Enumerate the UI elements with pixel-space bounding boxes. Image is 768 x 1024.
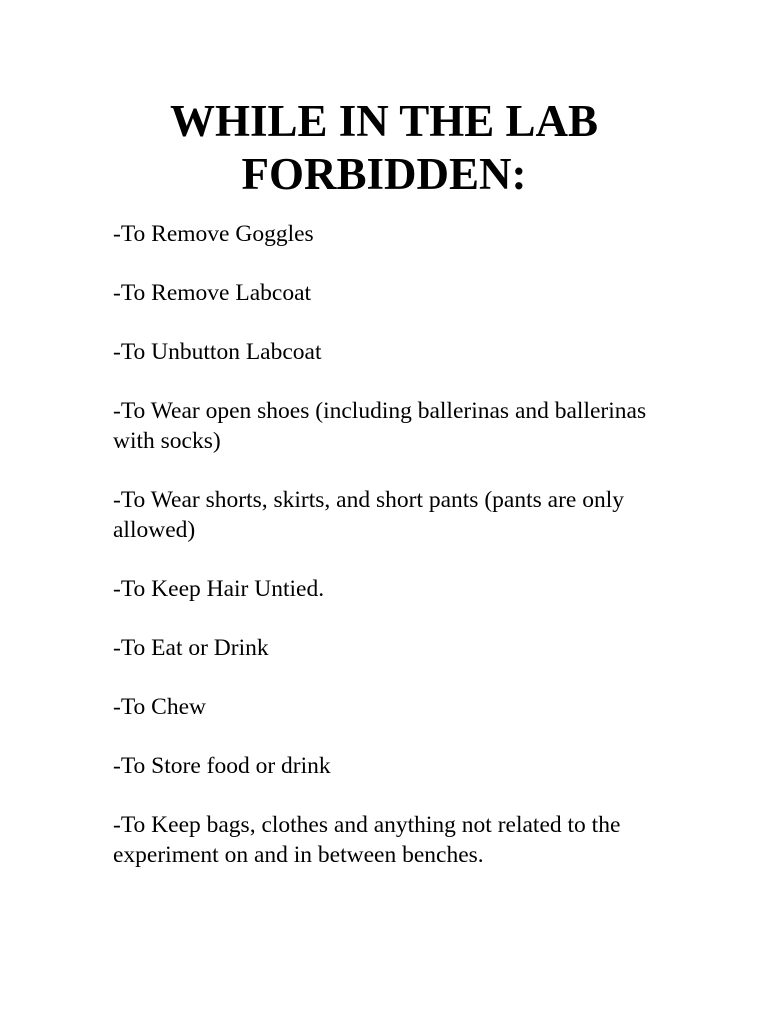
rule-hair-untied: -To Keep Hair Untied.	[113, 576, 325, 602]
rule-open-shoes: -To Wear open shoes (including ballerinas and ballerinas with socks)	[113, 398, 647, 454]
rule-remove-goggles: -To Remove Goggles	[113, 221, 314, 247]
title-line-2: FORBIDDEN:	[241, 149, 527, 199]
rule-keep-bags: -To Keep bags, clothes and anything not related to the experiment on and in between benches.	[113, 812, 621, 868]
title-line-1: WHILE IN THE LAB	[169, 96, 599, 146]
rules-list	[113, 219, 673, 899]
rule-chew: -To Chew	[113, 694, 206, 720]
rule-store-food: -To Store food or drink	[113, 753, 331, 779]
rule-remove-labcoat: -To Remove Labcoat	[113, 280, 312, 306]
rule-eat-drink: -To Eat or Drink	[113, 635, 269, 661]
rule-shorts-skirts: -To Wear shorts, skirts, and short pants (pants are only allowed)	[113, 487, 624, 543]
page-title	[0, 95, 768, 201]
rule-unbutton-labcoat: -To Unbutton Labcoat	[113, 339, 322, 365]
